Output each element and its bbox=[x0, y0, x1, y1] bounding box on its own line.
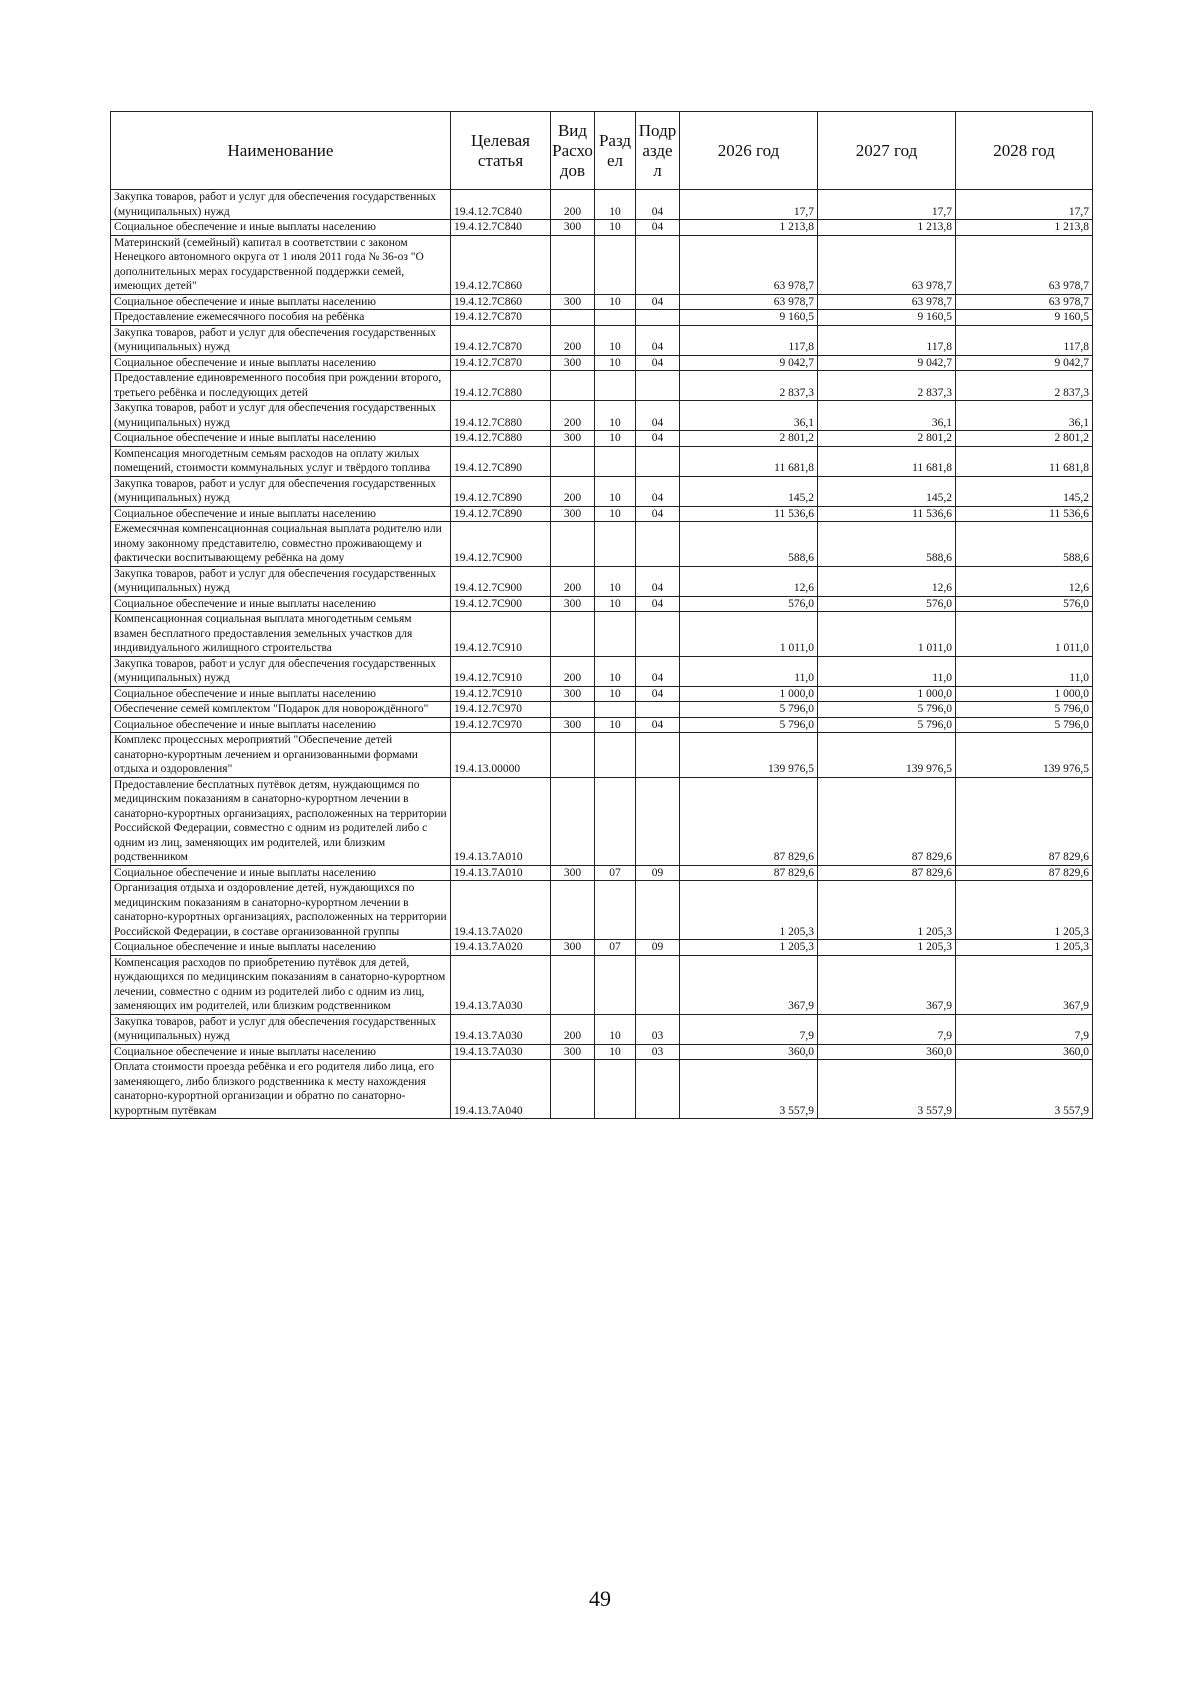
expense-kind: 300 bbox=[551, 865, 595, 881]
value-2027: 360,0 bbox=[818, 1044, 956, 1060]
expense-kind bbox=[551, 371, 595, 401]
value-2027: 1 011,0 bbox=[818, 612, 956, 657]
value-2028: 360,0 bbox=[956, 1044, 1093, 1060]
value-2026: 87 829,6 bbox=[680, 865, 818, 881]
subsection bbox=[636, 881, 680, 940]
target-article: 19.4.12.7С880 bbox=[451, 401, 551, 431]
table-row bbox=[111, 371, 1093, 401]
value-2026: 117,8 bbox=[680, 325, 818, 355]
target-article: 19.4.12.7С860 bbox=[451, 294, 551, 310]
value-2028: 1 205,3 bbox=[956, 881, 1093, 940]
subsection: 04 bbox=[636, 686, 680, 702]
section: 10 bbox=[595, 1044, 636, 1060]
value-2028: 7,9 bbox=[956, 1014, 1093, 1044]
row-name: Социальное обеспечение и иные выплаты населению bbox=[111, 506, 451, 522]
value-2028: 11,0 bbox=[956, 656, 1093, 686]
target-article: 19.4.12.7С880 bbox=[451, 371, 551, 401]
value-2028: 63 978,7 bbox=[956, 294, 1093, 310]
expense-kind bbox=[551, 733, 595, 778]
subsection bbox=[636, 733, 680, 778]
expense-kind: 200 bbox=[551, 190, 595, 220]
expense-kind bbox=[551, 881, 595, 940]
target-article: 19.4.12.7С900 bbox=[451, 566, 551, 596]
expense-kind: 300 bbox=[551, 1044, 595, 1060]
subsection: 04 bbox=[636, 431, 680, 447]
row-name: Социальное обеспечение и иные выплаты населению bbox=[111, 596, 451, 612]
value-2027: 588,6 bbox=[818, 522, 956, 567]
expense-kind bbox=[551, 1060, 595, 1119]
value-2028: 1 213,8 bbox=[956, 220, 1093, 236]
section: 10 bbox=[595, 506, 636, 522]
value-2026: 2 837,3 bbox=[680, 371, 818, 401]
table-row bbox=[111, 522, 1093, 567]
target-article: 19.4.13.7А020 bbox=[451, 881, 551, 940]
row-name: Компенсационная социальная выплата многодетным семьям взамен бесплатного предоставления земельных участков для индивидуального жилищного строительства bbox=[111, 612, 451, 657]
table-row bbox=[111, 506, 1093, 522]
value-2028: 576,0 bbox=[956, 596, 1093, 612]
value-2028: 1 000,0 bbox=[956, 686, 1093, 702]
subsection: 04 bbox=[636, 220, 680, 236]
value-2027: 1 213,8 bbox=[818, 220, 956, 236]
section: 10 bbox=[595, 431, 636, 447]
value-2027: 576,0 bbox=[818, 596, 956, 612]
row-name: Предоставление бесплатных путёвок детям, нуждающимся по медицинским показаниям в санаторно-курортном лечении в санаторно-курортных организациях, расположенных на территории Российской Федерации, совместно с одним из родителей либо с одним из лиц, заменяющих им родителей, или близким родственником bbox=[111, 777, 451, 865]
value-2026: 36,1 bbox=[680, 401, 818, 431]
target-article: 19.4.12.7С910 bbox=[451, 612, 551, 657]
expense-kind: 300 bbox=[551, 220, 595, 236]
row-name: Обеспечение семей комплектом "Подарок для новорождённого" bbox=[111, 702, 451, 718]
section bbox=[595, 310, 636, 326]
table-row bbox=[111, 476, 1093, 506]
row-name: Социальное обеспечение и иные выплаты населению bbox=[111, 717, 451, 733]
header-year-2026: 2026 год bbox=[680, 112, 818, 190]
value-2026: 17,7 bbox=[680, 190, 818, 220]
section bbox=[595, 612, 636, 657]
expense-kind bbox=[551, 522, 595, 567]
value-2026: 1 000,0 bbox=[680, 686, 818, 702]
target-article: 19.4.12.7С970 bbox=[451, 717, 551, 733]
table-row bbox=[111, 881, 1093, 940]
expense-kind: 300 bbox=[551, 431, 595, 447]
table-row bbox=[111, 1014, 1093, 1044]
value-2026: 9 160,5 bbox=[680, 310, 818, 326]
table-row bbox=[111, 431, 1093, 447]
table-header-row bbox=[111, 112, 1093, 190]
header-year-2027: 2027 год bbox=[818, 112, 956, 190]
subsection: 04 bbox=[636, 717, 680, 733]
table-row bbox=[111, 940, 1093, 956]
table-row bbox=[111, 446, 1093, 476]
value-2028: 3 557,9 bbox=[956, 1060, 1093, 1119]
subsection bbox=[636, 612, 680, 657]
table-row bbox=[111, 955, 1093, 1014]
target-article: 19.4.13.7А030 bbox=[451, 1014, 551, 1044]
subsection: 09 bbox=[636, 865, 680, 881]
subsection bbox=[636, 371, 680, 401]
expense-kind: 200 bbox=[551, 1014, 595, 1044]
expense-kind: 300 bbox=[551, 294, 595, 310]
value-2027: 63 978,7 bbox=[818, 235, 956, 294]
table-row bbox=[111, 656, 1093, 686]
target-article: 19.4.12.7С840 bbox=[451, 220, 551, 236]
row-name: Закупка товаров, работ и услуг для обеспечения государственных (муниципальных) нужд bbox=[111, 325, 451, 355]
row-name: Компенсация расходов по приобретению путёвок для детей, нуждающихся по медицинским показаниям в санаторно-курортном лечении, совместно с одним из родителей либо с одним из лиц, заменяющих им родителей, или близким родственником bbox=[111, 955, 451, 1014]
target-article: 19.4.12.7С890 bbox=[451, 446, 551, 476]
subsection: 04 bbox=[636, 596, 680, 612]
target-article: 19.4.13.7А010 bbox=[451, 777, 551, 865]
header-expense-kind: Вид Расхо дов bbox=[551, 112, 595, 190]
expense-kind: 200 bbox=[551, 566, 595, 596]
header-section: Разд ел bbox=[595, 112, 636, 190]
value-2026: 2 801,2 bbox=[680, 431, 818, 447]
expense-kind: 200 bbox=[551, 325, 595, 355]
subsection: 04 bbox=[636, 566, 680, 596]
row-name: Предоставление единовременного пособия при рождении второго, третьего ребёнка и последующих детей bbox=[111, 371, 451, 401]
subsection bbox=[636, 777, 680, 865]
row-name: Социальное обеспечение и иные выплаты населению bbox=[111, 865, 451, 881]
expense-kind: 200 bbox=[551, 476, 595, 506]
section: 10 bbox=[595, 190, 636, 220]
section: 10 bbox=[595, 325, 636, 355]
target-article: 19.4.12.7С890 bbox=[451, 476, 551, 506]
table-row bbox=[111, 865, 1093, 881]
target-article: 19.4.12.7С860 bbox=[451, 235, 551, 294]
table-row bbox=[111, 355, 1093, 371]
section: 10 bbox=[595, 401, 636, 431]
section: 10 bbox=[595, 220, 636, 236]
row-name: Социальное обеспечение и иные выплаты населению bbox=[111, 355, 451, 371]
value-2026: 63 978,7 bbox=[680, 294, 818, 310]
target-article: 19.4.12.7С970 bbox=[451, 702, 551, 718]
expense-kind: 300 bbox=[551, 940, 595, 956]
target-article: 19.4.13.7А040 bbox=[451, 1060, 551, 1119]
section: 10 bbox=[595, 1014, 636, 1044]
row-name: Закупка товаров, работ и услуг для обеспечения государственных (муниципальных) нужд bbox=[111, 401, 451, 431]
table-row bbox=[111, 325, 1093, 355]
value-2026: 576,0 bbox=[680, 596, 818, 612]
row-name: Закупка товаров, работ и услуг для обеспечения государственных (муниципальных) нужд bbox=[111, 566, 451, 596]
expense-kind bbox=[551, 612, 595, 657]
value-2027: 139 976,5 bbox=[818, 733, 956, 778]
expense-kind: 200 bbox=[551, 401, 595, 431]
value-2027: 7,9 bbox=[818, 1014, 956, 1044]
row-name: Социальное обеспечение и иные выплаты населению bbox=[111, 431, 451, 447]
value-2026: 1 205,3 bbox=[680, 940, 818, 956]
table-row bbox=[111, 1044, 1093, 1060]
expense-kind: 300 bbox=[551, 686, 595, 702]
row-name: Организация отдыха и оздоровление детей, нуждающихся по медицинским показаниям в санаторно-курортном лечении в санаторно-курортных организациях, расположенных на территории Российской Федерации, в составе организованной группы bbox=[111, 881, 451, 940]
section: 10 bbox=[595, 717, 636, 733]
table-body bbox=[111, 190, 1093, 1119]
row-name: Закупка товаров, работ и услуг для обеспечения государственных (муниципальных) нужд bbox=[111, 1014, 451, 1044]
target-article: 19.4.12.7С870 bbox=[451, 325, 551, 355]
document-page bbox=[110, 111, 1092, 1119]
header-target-article: Целевая статья bbox=[451, 112, 551, 190]
value-2028: 588,6 bbox=[956, 522, 1093, 567]
value-2026: 11,0 bbox=[680, 656, 818, 686]
section bbox=[595, 702, 636, 718]
value-2027: 5 796,0 bbox=[818, 702, 956, 718]
page-number: 49 bbox=[589, 1586, 611, 1611]
target-article: 19.4.12.7С910 bbox=[451, 656, 551, 686]
table-row bbox=[111, 733, 1093, 778]
section: 10 bbox=[595, 656, 636, 686]
section bbox=[595, 522, 636, 567]
subsection: 04 bbox=[636, 294, 680, 310]
value-2027: 87 829,6 bbox=[818, 777, 956, 865]
table-row bbox=[111, 294, 1093, 310]
header-year-2028: 2028 год bbox=[956, 112, 1093, 190]
subsection: 04 bbox=[636, 355, 680, 371]
section: 10 bbox=[595, 596, 636, 612]
value-2028: 63 978,7 bbox=[956, 235, 1093, 294]
value-2028: 145,2 bbox=[956, 476, 1093, 506]
expense-kind bbox=[551, 777, 595, 865]
target-article: 19.4.12.7С900 bbox=[451, 596, 551, 612]
subsection: 09 bbox=[636, 940, 680, 956]
row-name: Социальное обеспечение и иные выплаты населению bbox=[111, 220, 451, 236]
value-2027: 11,0 bbox=[818, 656, 956, 686]
value-2026: 1 011,0 bbox=[680, 612, 818, 657]
subsection bbox=[636, 446, 680, 476]
value-2028: 139 976,5 bbox=[956, 733, 1093, 778]
value-2026: 1 205,3 bbox=[680, 881, 818, 940]
value-2028: 2 837,3 bbox=[956, 371, 1093, 401]
value-2027: 145,2 bbox=[818, 476, 956, 506]
row-name: Закупка товаров, работ и услуг для обеспечения государственных (муниципальных) нужд bbox=[111, 190, 451, 220]
expense-kind bbox=[551, 702, 595, 718]
row-name: Предоставление ежемесячного пособия на ребёнка bbox=[111, 310, 451, 326]
subsection: 04 bbox=[636, 401, 680, 431]
target-article: 19.4.12.7С910 bbox=[451, 686, 551, 702]
value-2028: 9 042,7 bbox=[956, 355, 1093, 371]
value-2028: 12,6 bbox=[956, 566, 1093, 596]
subsection bbox=[636, 310, 680, 326]
expense-kind: 300 bbox=[551, 506, 595, 522]
target-article: 19.4.12.7С900 bbox=[451, 522, 551, 567]
target-article: 19.4.13.7А030 bbox=[451, 955, 551, 1014]
value-2027: 5 796,0 bbox=[818, 717, 956, 733]
section bbox=[595, 955, 636, 1014]
table-row bbox=[111, 596, 1093, 612]
table-row bbox=[111, 310, 1093, 326]
row-name: Закупка товаров, работ и услуг для обеспечения государственных (муниципальных) нужд bbox=[111, 476, 451, 506]
table-row bbox=[111, 220, 1093, 236]
section bbox=[595, 446, 636, 476]
row-name: Социальное обеспечение и иные выплаты населению bbox=[111, 1044, 451, 1060]
value-2027: 17,7 bbox=[818, 190, 956, 220]
value-2027: 2 837,3 bbox=[818, 371, 956, 401]
table-row bbox=[111, 702, 1093, 718]
table-row bbox=[111, 777, 1093, 865]
header-subsection: Подр азде л bbox=[636, 112, 680, 190]
value-2028: 87 829,6 bbox=[956, 777, 1093, 865]
row-name: Оплата стоимости проезда ребёнка и его родителя либо лица, его заменяющего, либо близкого родственника к месту нахождения санаторно-курортной организации и обратно по санаторно-курортным путёвкам bbox=[111, 1060, 451, 1119]
section: 10 bbox=[595, 355, 636, 371]
row-name: Закупка товаров, работ и услуг для обеспечения государственных (муниципальных) нужд bbox=[111, 656, 451, 686]
row-name: Социальное обеспечение и иные выплаты населению bbox=[111, 686, 451, 702]
value-2028: 9 160,5 bbox=[956, 310, 1093, 326]
value-2026: 588,6 bbox=[680, 522, 818, 567]
row-name: Комплекс процессных мероприятий "Обеспечение детей санаторно-курортным лечением и организованными формами отдыха и оздоровления" bbox=[111, 733, 451, 778]
target-article: 19.4.13.7А030 bbox=[451, 1044, 551, 1060]
value-2027: 63 978,7 bbox=[818, 294, 956, 310]
section bbox=[595, 733, 636, 778]
subsection bbox=[636, 235, 680, 294]
subsection bbox=[636, 955, 680, 1014]
value-2027: 11 681,8 bbox=[818, 446, 956, 476]
header-name: Наименование bbox=[111, 112, 451, 190]
subsection bbox=[636, 522, 680, 567]
value-2026: 3 557,9 bbox=[680, 1060, 818, 1119]
value-2026: 139 976,5 bbox=[680, 733, 818, 778]
target-article: 19.4.12.7С840 bbox=[451, 190, 551, 220]
target-article: 19.4.12.7С880 bbox=[451, 431, 551, 447]
value-2028: 11 536,6 bbox=[956, 506, 1093, 522]
value-2027: 1 205,3 bbox=[818, 940, 956, 956]
value-2026: 145,2 bbox=[680, 476, 818, 506]
value-2027: 36,1 bbox=[818, 401, 956, 431]
section: 07 bbox=[595, 940, 636, 956]
target-article: 19.4.12.7С870 bbox=[451, 355, 551, 371]
table-row bbox=[111, 566, 1093, 596]
table-row bbox=[111, 1060, 1093, 1119]
value-2028: 17,7 bbox=[956, 190, 1093, 220]
section bbox=[595, 371, 636, 401]
value-2027: 12,6 bbox=[818, 566, 956, 596]
value-2027: 117,8 bbox=[818, 325, 956, 355]
expense-kind: 300 bbox=[551, 355, 595, 371]
value-2026: 5 796,0 bbox=[680, 717, 818, 733]
subsection bbox=[636, 1060, 680, 1119]
value-2028: 117,8 bbox=[956, 325, 1093, 355]
value-2028: 5 796,0 bbox=[956, 717, 1093, 733]
subsection: 04 bbox=[636, 506, 680, 522]
subsection bbox=[636, 702, 680, 718]
value-2026: 11 681,8 bbox=[680, 446, 818, 476]
value-2027: 1 205,3 bbox=[818, 881, 956, 940]
value-2027: 87 829,6 bbox=[818, 865, 956, 881]
row-name: Социальное обеспечение и иные выплаты населению bbox=[111, 940, 451, 956]
section: 10 bbox=[595, 476, 636, 506]
value-2027: 9 160,5 bbox=[818, 310, 956, 326]
expense-kind bbox=[551, 310, 595, 326]
value-2026: 63 978,7 bbox=[680, 235, 818, 294]
expense-kind bbox=[551, 235, 595, 294]
value-2028: 1 011,0 bbox=[956, 612, 1093, 657]
section bbox=[595, 777, 636, 865]
value-2028: 11 681,8 bbox=[956, 446, 1093, 476]
target-article: 19.4.13.00000 bbox=[451, 733, 551, 778]
value-2027: 3 557,9 bbox=[818, 1060, 956, 1119]
subsection: 04 bbox=[636, 325, 680, 355]
value-2026: 11 536,6 bbox=[680, 506, 818, 522]
value-2026: 1 213,8 bbox=[680, 220, 818, 236]
table-row bbox=[111, 717, 1093, 733]
subsection: 04 bbox=[636, 190, 680, 220]
section bbox=[595, 881, 636, 940]
value-2028: 2 801,2 bbox=[956, 431, 1093, 447]
expense-kind bbox=[551, 446, 595, 476]
row-name: Социальное обеспечение и иные выплаты населению bbox=[111, 294, 451, 310]
target-article: 19.4.13.7А020 bbox=[451, 940, 551, 956]
row-name: Компенсация многодетным семьям расходов на оплату жилых помещений, стоимости коммунальных услуг и твёрдого топлива bbox=[111, 446, 451, 476]
expense-kind: 300 bbox=[551, 596, 595, 612]
value-2026: 367,9 bbox=[680, 955, 818, 1014]
value-2027: 367,9 bbox=[818, 955, 956, 1014]
value-2026: 9 042,7 bbox=[680, 355, 818, 371]
table-row bbox=[111, 686, 1093, 702]
row-name: Ежемесячная компенсационная социальная выплата родителю или иному законному представителю, совместно проживающему и фактически воспитывающему ребёнка на дому bbox=[111, 522, 451, 567]
value-2027: 11 536,6 bbox=[818, 506, 956, 522]
table-row bbox=[111, 401, 1093, 431]
section bbox=[595, 1060, 636, 1119]
table-row bbox=[111, 190, 1093, 220]
section: 07 bbox=[595, 865, 636, 881]
expense-kind bbox=[551, 955, 595, 1014]
value-2027: 2 801,2 bbox=[818, 431, 956, 447]
expense-kind: 300 bbox=[551, 717, 595, 733]
target-article: 19.4.13.7А010 bbox=[451, 865, 551, 881]
value-2027: 1 000,0 bbox=[818, 686, 956, 702]
value-2026: 7,9 bbox=[680, 1014, 818, 1044]
section: 10 bbox=[595, 686, 636, 702]
value-2026: 12,6 bbox=[680, 566, 818, 596]
section: 10 bbox=[595, 566, 636, 596]
section: 10 bbox=[595, 294, 636, 310]
value-2028: 367,9 bbox=[956, 955, 1093, 1014]
table-row bbox=[111, 612, 1093, 657]
subsection: 03 bbox=[636, 1044, 680, 1060]
subsection: 03 bbox=[636, 1014, 680, 1044]
value-2026: 87 829,6 bbox=[680, 777, 818, 865]
value-2028: 36,1 bbox=[956, 401, 1093, 431]
target-article: 19.4.12.7С870 bbox=[451, 310, 551, 326]
subsection: 04 bbox=[636, 476, 680, 506]
table-row bbox=[111, 235, 1093, 294]
value-2026: 360,0 bbox=[680, 1044, 818, 1060]
section bbox=[595, 235, 636, 294]
value-2026: 5 796,0 bbox=[680, 702, 818, 718]
value-2028: 87 829,6 bbox=[956, 865, 1093, 881]
value-2028: 5 796,0 bbox=[956, 702, 1093, 718]
budget-table bbox=[110, 111, 1093, 1119]
row-name: Материнский (семейный) капитал в соответствии с законом Ненецкого автономного округа от 1 июля 2011 года № 36-оз "О дополнительных мерах государственной поддержки семей, имеющих детей" bbox=[111, 235, 451, 294]
value-2027: 9 042,7 bbox=[818, 355, 956, 371]
value-2028: 1 205,3 bbox=[956, 940, 1093, 956]
subsection: 04 bbox=[636, 656, 680, 686]
expense-kind: 200 bbox=[551, 656, 595, 686]
target-article: 19.4.12.7С890 bbox=[451, 506, 551, 522]
